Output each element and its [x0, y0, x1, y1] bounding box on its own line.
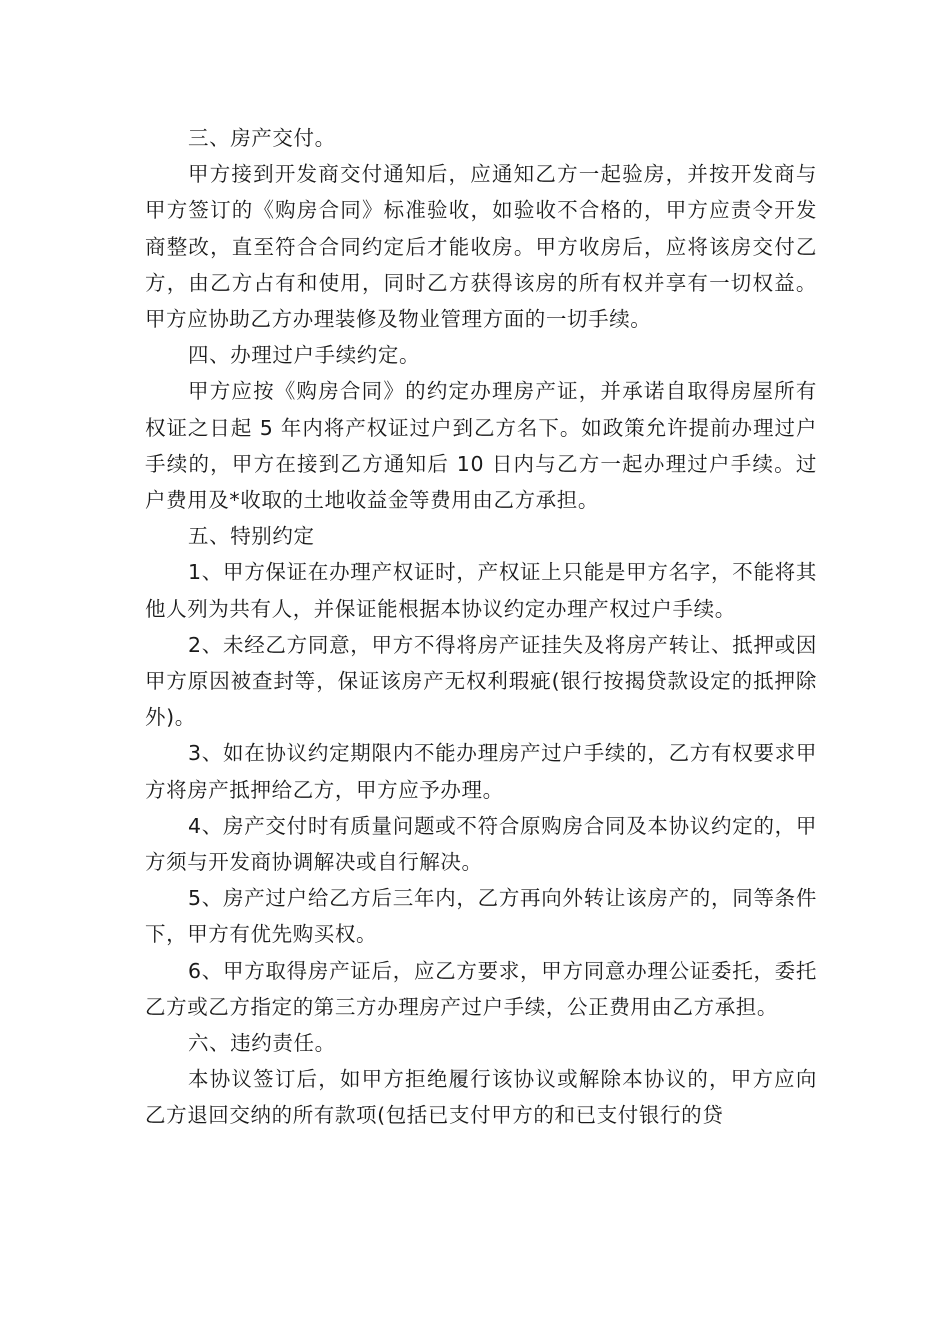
paragraph-delivery-terms: 甲方接到开发商交付通知后，应通知乙方一起验房，并按开发商与甲方签订的《购房合同》标准验收，如验收不合格的，甲方应责令开发商整改，直至符合合同约定后才能收房。甲方收房后，应将该房交付乙方，由乙方占有和使用，同时乙方获得该房的所有权并享有一切权益。甲方应协助乙方办理装修及物业管理方面的一切手续。 — [145, 162, 817, 332]
clause-4: 4、房产交付时有质量问题或不符合原购房合同及本协议约定的，甲方须与开发商协调解决或自行解决。 — [145, 813, 817, 875]
clause-2: 2、未经乙方同意，甲方不得将房产证挂失及将房产转让、抵押或因甲方原因被查封等，保证该房产无权利瑕疵(银行按揭贷款设定的抵押除外)。 — [145, 632, 817, 730]
clause-5: 5、房产过户给乙方后三年内，乙方再向外转让该房产的，同等条件下，甲方有优先购买权。 — [145, 886, 817, 947]
clause-3: 3、如在协议约定期限内不能办理房产过户手续的，乙方有权要求甲方将房产抵押给乙方，甲方应予办理。 — [145, 741, 817, 802]
section-heading-liability: 六、违约责任。 — [188, 1031, 336, 1056]
section-heading-special: 五、特别约定 — [188, 524, 315, 549]
section-heading-transfer: 四、办理过户手续约定。 — [188, 343, 421, 368]
clause-6: 6、甲方取得房产证后，应乙方要求，甲方同意办理公证委托，委托乙方或乙方指定的第三方办理房产过户手续，公正费用由乙方承担。 — [145, 958, 817, 1019]
clause-1: 1、甲方保证在办理产权证时，产权证上只能是甲方名字，不能将其他人列为共有人，并保证能根据本协议约定办理产权过户手续。 — [145, 560, 817, 621]
section-heading-delivery: 三、房产交付。 — [188, 126, 336, 150]
paragraph-liability-terms: 本协议签订后，如甲方拒绝履行该协议或解除本协议的，甲方应向乙方退回交纳的所有款项(包括已支付甲方的和已支付银行的贷 — [145, 1067, 817, 1128]
document-body — [145, 120, 817, 1134]
paragraph-transfer-terms: 甲方应按《购房合同》的约定办理房产证，并承诺自取得房屋所有权证之日起 5 年内将产权证过户到乙方名下。如政策允许提前办理过户手续的，甲方在接到乙方通知后 10 日内与乙方一起办理过户手续。过户费用及*收取的土地收益金等费用由乙方承担。 — [145, 379, 817, 513]
